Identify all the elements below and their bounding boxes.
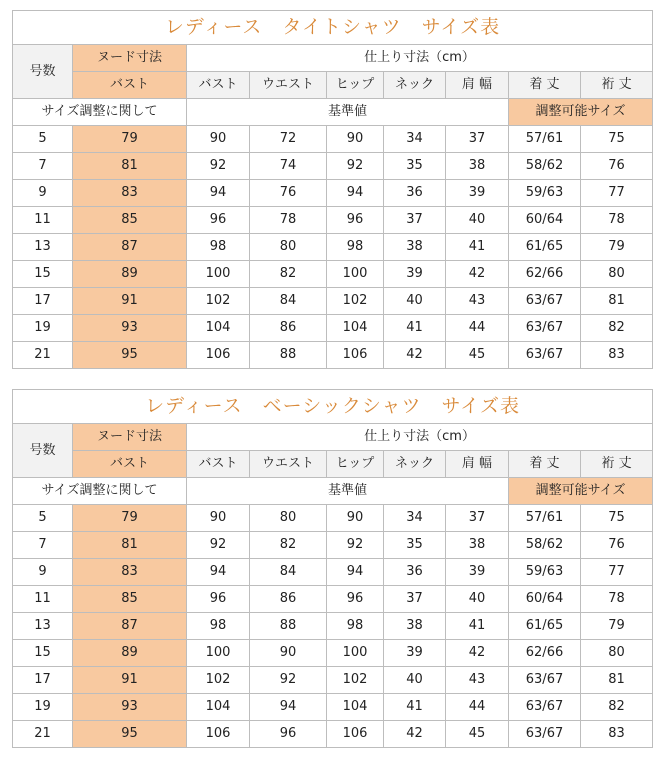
cell-value: 60/64: [509, 586, 581, 613]
cell-value: 90: [187, 126, 250, 153]
header-col-4: 肩 幅: [446, 451, 509, 478]
cell-nude-bust: 89: [73, 640, 187, 667]
cell-value: 42: [446, 640, 509, 667]
cell-value: 92: [250, 667, 327, 694]
cell-value: 84: [250, 288, 327, 315]
cell-value: 63/67: [509, 667, 581, 694]
cell-value: 44: [446, 315, 509, 342]
table-row: [13, 721, 653, 748]
cell-value: 43: [446, 667, 509, 694]
note-size-adjustment: サイズ調整に関して: [13, 478, 187, 505]
cell-value: 42: [446, 261, 509, 288]
cell-value: 38: [384, 613, 446, 640]
cell-nude-bust: 79: [73, 505, 187, 532]
header-col-0: バスト: [187, 72, 250, 99]
cell-value: 90: [187, 505, 250, 532]
cell-value: 57/61: [509, 126, 581, 153]
cell-value: 96: [250, 721, 327, 748]
cell-value: 92: [187, 153, 250, 180]
cell-value: 92: [327, 532, 384, 559]
cell-value: 76: [250, 180, 327, 207]
cell-value: 96: [187, 586, 250, 613]
cell-value: 63/67: [509, 342, 581, 369]
cell-value: 36: [384, 180, 446, 207]
cell-size-no: 11: [13, 586, 73, 613]
size-table-basic-shirt: [12, 389, 653, 748]
header-nude-bust: バスト: [73, 72, 187, 99]
cell-value: 100: [327, 261, 384, 288]
cell-nude-bust: 89: [73, 261, 187, 288]
table-row: [13, 586, 653, 613]
cell-value: 40: [446, 207, 509, 234]
header-col-2: ヒップ: [327, 72, 384, 99]
cell-value: 81: [581, 288, 653, 315]
cell-size-no: 21: [13, 721, 73, 748]
cell-value: 41: [384, 315, 446, 342]
cell-value: 78: [250, 207, 327, 234]
table-row: [13, 153, 653, 180]
note-adjustable-size: 調整可能サイズ: [509, 99, 653, 126]
cell-value: 81: [581, 667, 653, 694]
cell-value: 40: [384, 288, 446, 315]
table-row: [13, 288, 653, 315]
cell-nude-bust: 83: [73, 559, 187, 586]
cell-nude-bust: 91: [73, 288, 187, 315]
table-row: [13, 315, 653, 342]
cell-value: 61/65: [509, 613, 581, 640]
cell-nude-bust: 87: [73, 234, 187, 261]
cell-size-no: 15: [13, 640, 73, 667]
cell-value: 63/67: [509, 694, 581, 721]
cell-nude-bust: 93: [73, 315, 187, 342]
cell-value: 82: [250, 261, 327, 288]
table-row: [13, 559, 653, 586]
cell-value: 75: [581, 126, 653, 153]
cell-value: 40: [384, 667, 446, 694]
cell-value: 102: [327, 667, 384, 694]
header-col-1: ウエスト: [250, 451, 327, 478]
cell-value: 39: [446, 180, 509, 207]
cell-value: 104: [327, 315, 384, 342]
cell-value: 83: [581, 342, 653, 369]
cell-value: 82: [250, 532, 327, 559]
cell-value: 88: [250, 342, 327, 369]
cell-value: 80: [581, 640, 653, 667]
cell-value: 38: [446, 532, 509, 559]
cell-value: 82: [581, 315, 653, 342]
cell-value: 106: [327, 342, 384, 369]
table-row: [13, 126, 653, 153]
cell-value: 42: [384, 342, 446, 369]
cell-value: 34: [384, 126, 446, 153]
cell-value: 96: [327, 586, 384, 613]
cell-nude-bust: 81: [73, 153, 187, 180]
cell-value: 76: [581, 532, 653, 559]
cell-value: 45: [446, 721, 509, 748]
cell-nude-bust: 93: [73, 694, 187, 721]
cell-value: 94: [327, 559, 384, 586]
cell-size-no: 5: [13, 505, 73, 532]
cell-value: 90: [327, 126, 384, 153]
cell-value: 92: [327, 153, 384, 180]
cell-value: 44: [446, 694, 509, 721]
cell-value: 39: [384, 261, 446, 288]
cell-value: 100: [187, 640, 250, 667]
header-col-6: 裄 丈: [581, 451, 653, 478]
cell-value: 104: [187, 315, 250, 342]
cell-value: 102: [187, 288, 250, 315]
header-col-2: ヒップ: [327, 451, 384, 478]
cell-value: 98: [187, 613, 250, 640]
cell-value: 106: [187, 721, 250, 748]
table-row: [13, 640, 653, 667]
cell-nude-bust: 87: [73, 613, 187, 640]
cell-value: 35: [384, 532, 446, 559]
header-nude-measurement: ヌード寸法: [73, 45, 187, 72]
cell-value: 94: [187, 559, 250, 586]
header-col-1: ウエスト: [250, 72, 327, 99]
cell-value: 79: [581, 613, 653, 640]
cell-nude-bust: 79: [73, 126, 187, 153]
cell-value: 59/63: [509, 180, 581, 207]
cell-value: 57/61: [509, 505, 581, 532]
cell-size-no: 13: [13, 234, 73, 261]
cell-value: 102: [187, 667, 250, 694]
cell-value: 36: [384, 559, 446, 586]
note-base-value: 基準値: [187, 478, 509, 505]
cell-size-no: 21: [13, 342, 73, 369]
cell-value: 39: [446, 559, 509, 586]
cell-value: 63/67: [509, 721, 581, 748]
cell-value: 84: [250, 559, 327, 586]
cell-value: 58/62: [509, 532, 581, 559]
note-adjustable-size: 調整可能サイズ: [509, 478, 653, 505]
table-row: [13, 234, 653, 261]
cell-value: 60/64: [509, 207, 581, 234]
cell-value: 86: [250, 315, 327, 342]
cell-value: 42: [384, 721, 446, 748]
cell-value: 104: [187, 694, 250, 721]
cell-value: 38: [446, 153, 509, 180]
cell-value: 72: [250, 126, 327, 153]
cell-size-no: 17: [13, 667, 73, 694]
cell-value: 74: [250, 153, 327, 180]
note-size-adjustment: サイズ調整に関して: [13, 99, 187, 126]
cell-value: 76: [581, 153, 653, 180]
cell-value: 102: [327, 288, 384, 315]
cell-nude-bust: 91: [73, 667, 187, 694]
cell-value: 92: [187, 532, 250, 559]
size-table-tight-shirt: [12, 10, 653, 369]
cell-value: 98: [187, 234, 250, 261]
cell-size-no: 19: [13, 694, 73, 721]
cell-size-no: 17: [13, 288, 73, 315]
header-finished-measurement: 仕上り寸法（cm）: [187, 424, 653, 451]
table-row: [13, 207, 653, 234]
table-row: [13, 342, 653, 369]
cell-size-no: 11: [13, 207, 73, 234]
cell-value: 37: [446, 126, 509, 153]
table-title: レディース タイトシャツ サイズ表: [13, 11, 653, 45]
cell-value: 88: [250, 613, 327, 640]
note-base-value: 基準値: [187, 99, 509, 126]
cell-size-no: 19: [13, 315, 73, 342]
header-col-0: バスト: [187, 451, 250, 478]
cell-value: 78: [581, 207, 653, 234]
cell-value: 96: [187, 207, 250, 234]
cell-value: 39: [384, 640, 446, 667]
cell-size-no: 9: [13, 180, 73, 207]
cell-size-no: 7: [13, 532, 73, 559]
cell-nude-bust: 95: [73, 721, 187, 748]
cell-size-no: 7: [13, 153, 73, 180]
cell-value: 80: [250, 234, 327, 261]
table-row: [13, 505, 653, 532]
cell-value: 59/63: [509, 559, 581, 586]
cell-value: 62/66: [509, 640, 581, 667]
cell-value: 82: [581, 694, 653, 721]
cell-value: 34: [384, 505, 446, 532]
cell-value: 38: [384, 234, 446, 261]
table-row: [13, 532, 653, 559]
header-col-5: 着 丈: [509, 72, 581, 99]
cell-value: 100: [327, 640, 384, 667]
header-col-3: ネック: [384, 72, 446, 99]
cell-value: 90: [327, 505, 384, 532]
cell-value: 78: [581, 586, 653, 613]
cell-nude-bust: 83: [73, 180, 187, 207]
header-nude-bust: バスト: [73, 451, 187, 478]
cell-value: 106: [327, 721, 384, 748]
cell-size-no: 9: [13, 559, 73, 586]
table-row: [13, 180, 653, 207]
cell-value: 104: [327, 694, 384, 721]
cell-value: 100: [187, 261, 250, 288]
header-col-4: 肩 幅: [446, 72, 509, 99]
cell-value: 98: [327, 234, 384, 261]
table-row: [13, 667, 653, 694]
cell-nude-bust: 81: [73, 532, 187, 559]
cell-value: 98: [327, 613, 384, 640]
cell-value: 94: [187, 180, 250, 207]
cell-size-no: 5: [13, 126, 73, 153]
cell-value: 94: [250, 694, 327, 721]
cell-nude-bust: 95: [73, 342, 187, 369]
header-col-6: 裄 丈: [581, 72, 653, 99]
cell-value: 41: [446, 234, 509, 261]
cell-size-no: 13: [13, 613, 73, 640]
cell-value: 77: [581, 180, 653, 207]
cell-size-no: 15: [13, 261, 73, 288]
header-finished-measurement: 仕上り寸法（cm）: [187, 45, 653, 72]
cell-value: 80: [581, 261, 653, 288]
cell-value: 43: [446, 288, 509, 315]
cell-value: 41: [384, 694, 446, 721]
cell-value: 63/67: [509, 315, 581, 342]
cell-value: 58/62: [509, 153, 581, 180]
cell-value: 75: [581, 505, 653, 532]
cell-value: 40: [446, 586, 509, 613]
cell-value: 94: [327, 180, 384, 207]
cell-nude-bust: 85: [73, 586, 187, 613]
cell-value: 96: [327, 207, 384, 234]
table-row: [13, 261, 653, 288]
cell-value: 79: [581, 234, 653, 261]
header-size-no: 号数: [13, 424, 73, 478]
cell-value: 37: [384, 207, 446, 234]
cell-value: 35: [384, 153, 446, 180]
cell-value: 90: [250, 640, 327, 667]
cell-value: 37: [446, 505, 509, 532]
table-row: [13, 613, 653, 640]
header-col-5: 着 丈: [509, 451, 581, 478]
cell-value: 62/66: [509, 261, 581, 288]
cell-value: 45: [446, 342, 509, 369]
cell-value: 106: [187, 342, 250, 369]
cell-value: 83: [581, 721, 653, 748]
cell-value: 77: [581, 559, 653, 586]
cell-value: 86: [250, 586, 327, 613]
cell-value: 63/67: [509, 288, 581, 315]
table-row: [13, 694, 653, 721]
header-col-3: ネック: [384, 451, 446, 478]
table-title: レディース ベーシックシャツ サイズ表: [13, 390, 653, 424]
header-nude-measurement: ヌード寸法: [73, 424, 187, 451]
header-size-no: 号数: [13, 45, 73, 99]
cell-value: 80: [250, 505, 327, 532]
cell-value: 41: [446, 613, 509, 640]
cell-nude-bust: 85: [73, 207, 187, 234]
cell-value: 61/65: [509, 234, 581, 261]
cell-value: 37: [384, 586, 446, 613]
